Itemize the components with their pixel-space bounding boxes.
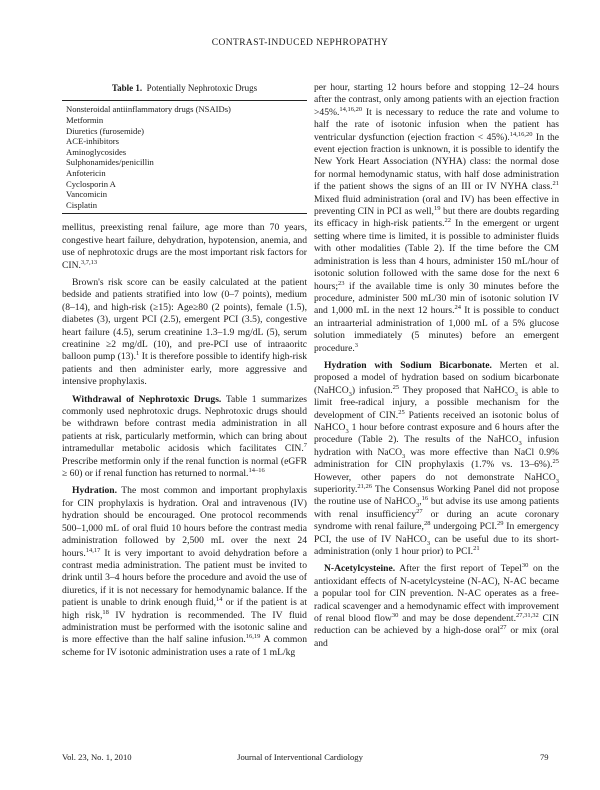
table-cell: Vancomicin (66, 189, 108, 200)
left-column (62, 82, 307, 659)
drug-table (62, 100, 307, 214)
table-row (62, 200, 307, 214)
table-cell: Diuretics (furosemide) (66, 125, 145, 136)
table-cell: Sulphonamides/penicillin (66, 157, 154, 168)
right-column (314, 82, 559, 650)
table-row (62, 126, 307, 137)
section-heading-hydration: Hydration. (72, 485, 118, 497)
running-head: CONTRAST-INDUCED NEPHROPATHY (211, 38, 389, 48)
table-row (62, 157, 307, 168)
section-heading-withdrawal: Withdrawal of Nephrotoxic Drugs. (72, 393, 222, 405)
footer-page-number: 79 (540, 752, 549, 762)
table-row (62, 179, 307, 190)
table-cell: ACE-inhibitors (66, 136, 119, 147)
table-cell: Metformin (66, 115, 104, 125)
section-heading-n-acetylcysteine: N-Acetylcysteine. (324, 563, 396, 575)
table-label: Table 1. (111, 83, 143, 93)
table-1 (62, 82, 307, 214)
table-row (62, 147, 307, 158)
section-heading-sodium-bicarbonate: Hydration with Sodium Bicarbonate. (324, 359, 492, 371)
paragraph-risk-factors: mellitus, preexisting renal failure, age more than 70 years, congestive heart failure, dehydration, hypotension, anemia, and use of nephrotoxic drugs are the most important risk factors for CIN.$^{3,7,13}$ (62, 222, 307, 271)
table-cell: Anfotericin (66, 167, 106, 178)
table-row (62, 101, 307, 115)
table-cell: Cisplatin (62, 200, 307, 214)
table-row (62, 168, 307, 179)
paragraph-brown-score: Brown's risk score can be easily calculated at the patient bedside and patients stratified into low (0–7 points), medium (8–14), and high-risk (≥15): Age≥80 (2 points), female (1.5), diabetes (3), urgent PCI (2.5), emergent PCI (3.5), congestive heart failure (4.5), serum creatinine 1.3–1.9 mg/dL (5), serum creatinine ≥2 mg/dL (10), and pre-PCI use of intraaoritc balloon pump (13).$^1$ It is therefore possible to identify high-risk patients and then administer early, more aggressive and intensive prophylaxis. (62, 276, 308, 388)
table-title: Potentially Nephrotoxic Drugs (146, 83, 258, 93)
paragraph-hydration-continued: per hour, starting 12 hours before and stopping 12–24 hours after the contrast, only among patients with an ejection fraction >45%.$^{14,16,20}$ It is necessary to reduce the rate and volume to half the rate of isotonic infusion when the patient has ventricular dysfunction (ejection fraction < 45%).$^{14,16,20}$ In the event ejection fraction is unknown, it is possible to identify the New York Heart Association (NYHA) class: the normal dose for normal hemodynamic status, with half dose administration if the patient shows the signs of an III or IV NYHA class.$^{21}$ Mixed fluid administration (oral and IV) has been effective in preventing CIN in PCI as well,$^{19}$ but there are doubts regarding its efficacy in high-risk patients.$^{22}$ In the emergent or urgent setting where time is limited, it is possible to administer fluids with other modalities (Table 2). If the time before the CM administration is less than 4 hours, administer 150 mL/hour of isotonic solution followed with the same dose for the next 6 hours;$^{23}$ if the available time is only 30 minutes before the procedure, administer 500 mL/30 min of isotonic solution IV and 1,000 mL in the next 12 hours.$^{24}$ It is possible to conduct an intraarterial administration of 1,000 mL of a 5% glucose solution immediately (5 minutes) before an emergent procedure.$^3$ (314, 82, 560, 354)
paragraph-n-acetylcysteine: N-Acetylcysteine. After the first report of Tepel$^{30}$ on the antioxidant effects of N-acetylcysteine (N-AC), N-AC became a popular tool for CIN prevention. N-AC operates as a free-radical scavenger and a hemodynamic effect with improvement of renal blood flow$^{30}$ and may be dose dependent.$^{27,31,32}$ CIN reduction can be achieved by a high-dose oral$^{27}$ or mix (oral and (314, 562, 560, 649)
paragraph-sodium-bicarbonate: Hydration with Sodium Bicarbonate. Merten et al. proposed a model of hydration based on sodium bicarbonate (NaHCO$_3$) infusion.$^{25}$ They proposed that NaHCO$_3$ is able to limit free-radical injury, a possible mechanism for the development of CIN.$^{25}$ Patients received an isotonic bolus of NaHCO$_3$ 1 hour before contrast exposure and 6 hours after the procedure (Table 2). The results of the NaHCO$_3$ infusion hydration with NaCO$_3$ was more effective than NaCl 0.9% administration for CIN prophylaxis (1.7% vs. 13–6%).$^{25}$ However, other papers do not demonstrate NaHCO$_3$ superiority.$^{21,26}$ The Consensus Working Panel did not propose the routine use of NaHCO$_3$,$^{16}$ but advise its use among patients with renal insufficiency$^{27}$ or during an acute coronary syndrome with renal failure,$^{28}$ undergoing PCI.$^{29}$ In emergency PCI, the use of IV NaHCO$_3$ can be useful due to its short-administration (only 1 hour prior) to PCI.$^{21}$ (314, 359, 559, 558)
table-cell: Aminoglycosides (66, 146, 127, 157)
footer-volume: Vol. 23, No. 1, 2010 (62, 752, 132, 762)
paragraph-hydration: Hydration. The most common and important prophylaxis for CIN prophylaxis is hydration. Oral and intravenous (IV) hydration should be encouraged. One protocol recommends 500–1,000 mL of oral fluid 10 hours before the contrast media administration followed by 2,500 mL over the next 24 hours.$^{14,17}$ It is very important to avoid dehydration before a contrast media administration. The patient must be invited to drink until 3–4 hours before the procedure and avoid the use of diuretics, if it is not necessary for hemodynamic balance. If the patient is unable to drink enough fluid,$^{14}$ or if the patient is at high risk,$^{18}$ IV hydration is recommended. The IV fluid administration must be performed with the isotonic saline and is more effective than the half saline infusion.$^{16,19}$ A common scheme for IV isotonic administration uses a rate of 1 mL/kg (62, 485, 307, 658)
table-row (62, 136, 307, 147)
table-row (62, 189, 307, 200)
footer-journal: Journal of Interventional Cardiology (237, 752, 363, 762)
table-row (62, 115, 307, 126)
table-cell: Nonsteroidal antiinflammatory drugs (NSAIDs) (62, 101, 307, 115)
table-caption (62, 82, 307, 94)
paragraph-withdrawal: Withdrawal of Nephrotoxic Drugs. Table 1 summarizes commonly used nephrotoxic drugs. Nephrotoxic drugs should be withdrawn before contrast media administration in all patients at risk, particularly metformin, which can bring about intramedullar metabolic acidosis which facilitates CIN.$^7$ Prescribe metformin only if the renal function is normal (eGFR ≥ 60) or if renal function has returned to normal.$^{14-16}$ (62, 393, 307, 480)
table-cell: Cyclosporin A (66, 178, 116, 189)
